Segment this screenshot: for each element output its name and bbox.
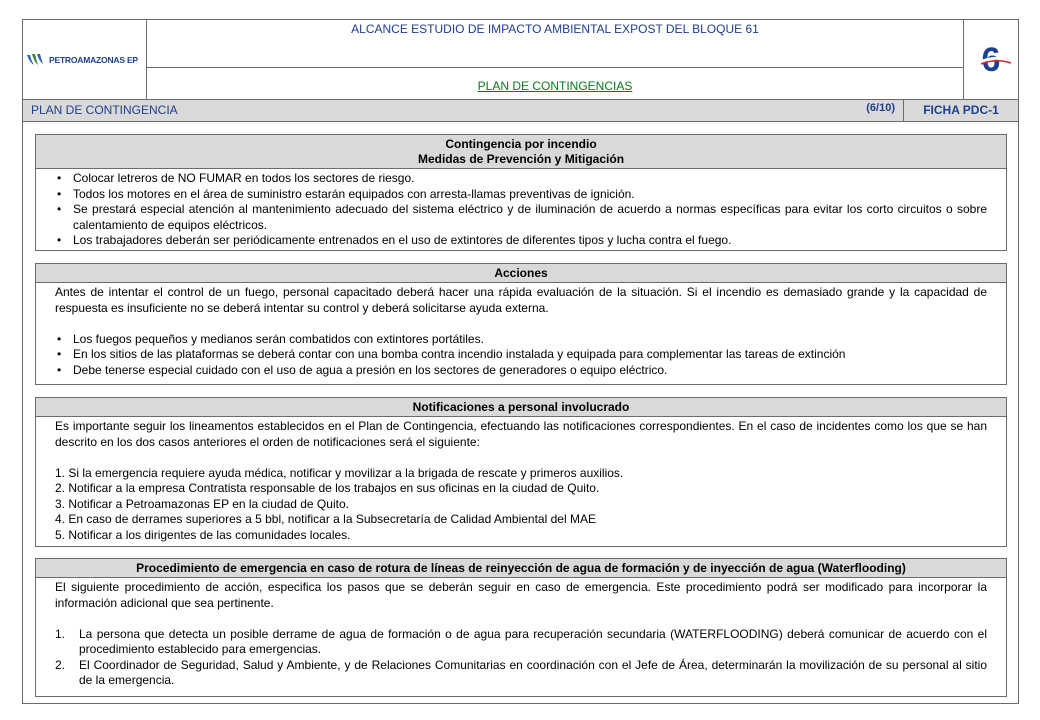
section-procedimiento xyxy=(35,558,1007,697)
section-notificaciones-body xyxy=(36,417,1006,545)
section-incendio-header xyxy=(36,135,1006,169)
list-item: • Los fuegos pequeños y medianos serán combatidos con extintores portátiles. xyxy=(55,332,987,348)
document-frame xyxy=(22,19,1019,704)
section-acciones-intro: Antes de intentar el control de un fuego, personal capacitado deberá hacer una rápida evaluación de la situación. Si el incendio es demasiado grande y la capacidad de respuesta es insuficiente no se deberá intentar su control y deberá solicitarse ayuda externa. xyxy=(55,285,987,315)
list-item: • En los sitios de las plataformas se deberá contar con una bomba contra incendio instalada y equipada para complementar las tareas de extinción xyxy=(55,347,987,363)
petroamazonas-logo-icon xyxy=(26,53,46,67)
plan-label-cell xyxy=(23,100,903,121)
list-item: • Los trabajadores deberán ser periódicamente entrenados en el uso de extintores de diferentes tipos y lucha contra el fuego. xyxy=(55,233,987,249)
list-item-number: 2. xyxy=(55,657,66,672)
section-incendio-body xyxy=(36,169,1006,251)
section-acciones xyxy=(35,263,1007,385)
subheader-bar xyxy=(23,100,1018,122)
list-item xyxy=(55,658,987,689)
list-item: • Todos los motores en el área de suministro estarán equipados con arresta-llamas preventivas de ignición. xyxy=(55,187,987,203)
page-indicator: (6/10) xyxy=(866,102,895,114)
sheet-code: FICHA PDC-1 xyxy=(903,100,1018,121)
section-notificaciones-intro: Es importante seguir los lineamentos establecidos en el Plan de Contingencia, efectuando las notificaciones correspondientes. En el caso de incidentes como los que se han descrito en los dos casos anteriores el orden de notificaciones será el siguiente: xyxy=(55,419,987,449)
section-incendio-subtitle: Medidas de Prevención y Mitigación xyxy=(417,152,625,166)
section-acciones-header: Acciones xyxy=(36,264,1006,283)
list-item: • Debe tenerse especial cuidado con el uso de agua a presión en los sectores de generadores o equipo eléctrico. xyxy=(55,363,987,379)
list-item: • Colocar letreros de NO FUMAR en todos los sectores de riesgo. xyxy=(55,171,987,187)
list-item: 4. En caso de derrames superiores a 5 bbl, notificar a la Subsecretaría de Calidad Ambiental del MAE xyxy=(55,512,596,526)
list-item-text: La persona que detecta un posible derrame de agua de formación o de agua para recuperación secundaria (WATERFLOODING) deberá comunicar de acuerdo con el procedimiento establecido para emergencias. xyxy=(79,626,987,656)
section-notificaciones xyxy=(35,397,1007,547)
list-item: • Se prestará especial atención al mantenimiento adecuado del sistema eléctrico y de iluminación de acuerdo a normas específicas para evitar los corto circuitos o sobre calentamiento de equipos eléctricos. xyxy=(55,202,987,233)
section-procedimiento-body xyxy=(36,578,1006,691)
chapter-swoosh-icon xyxy=(979,53,1013,69)
document-subtitle: PLAN DE CONTINGENCIAS xyxy=(477,79,633,93)
logo-text: PETROAMAZONAS EP xyxy=(49,55,138,65)
chapter-number xyxy=(982,43,1001,77)
section-acciones-body xyxy=(36,283,1006,380)
list-item-number: 1. xyxy=(55,626,66,641)
document-header xyxy=(23,20,1018,100)
plan-label: PLAN DE CONTINGENCIA xyxy=(31,103,178,117)
chapter-number-text: 6 xyxy=(981,41,1001,79)
section-procedimiento-header: Procedimiento de emergencia en caso de rotura de líneas de reinyección de agua de formación y de inyección de agua (Waterflooding) xyxy=(36,559,1006,578)
list-item: 1. Si la emergencia requiere ayuda médica, notificar y movilizar a la brigada de rescate y primeros auxilios. xyxy=(55,465,624,480)
list-item: 3. Notificar a Petroamazonas EP en la ciudad de Quito. xyxy=(55,496,349,511)
list-item-text: El Coordinador de Seguridad, Salud y Ambiente, y de Relaciones Comunitarias en coordinación con el Jefe de Área, determinarán la movilización de su personal al sitio de la emergencia. xyxy=(79,657,987,687)
list-item: 5. Notificar a los dirigentes de las comunidades locales. xyxy=(55,527,351,542)
section-procedimiento-intro: El siguiente procedimiento de acción, especifica los pasos que se deberán seguir en caso de emergencia. Este procedimiento podrá ser modificado para incorporar la información adicional que sea pertinente. xyxy=(55,580,987,610)
section-incendio-title: Contingencia por incendio xyxy=(445,137,597,151)
list-item: 2. Notificar a la empresa Contratista responsable de los trabajos en sus oficinas en la ciudad de Quito. xyxy=(55,481,600,495)
section-incendio xyxy=(35,134,1007,251)
company-logo xyxy=(23,20,147,100)
list-item xyxy=(55,627,987,658)
chapter-badge xyxy=(963,20,1018,100)
section-notificaciones-header: Notificaciones a personal involucrado xyxy=(36,398,1006,417)
document-title: ALCANCE ESTUDIO DE IMPACTO AMBIENTAL EXPOST DEL BLOQUE 61 xyxy=(147,20,963,68)
